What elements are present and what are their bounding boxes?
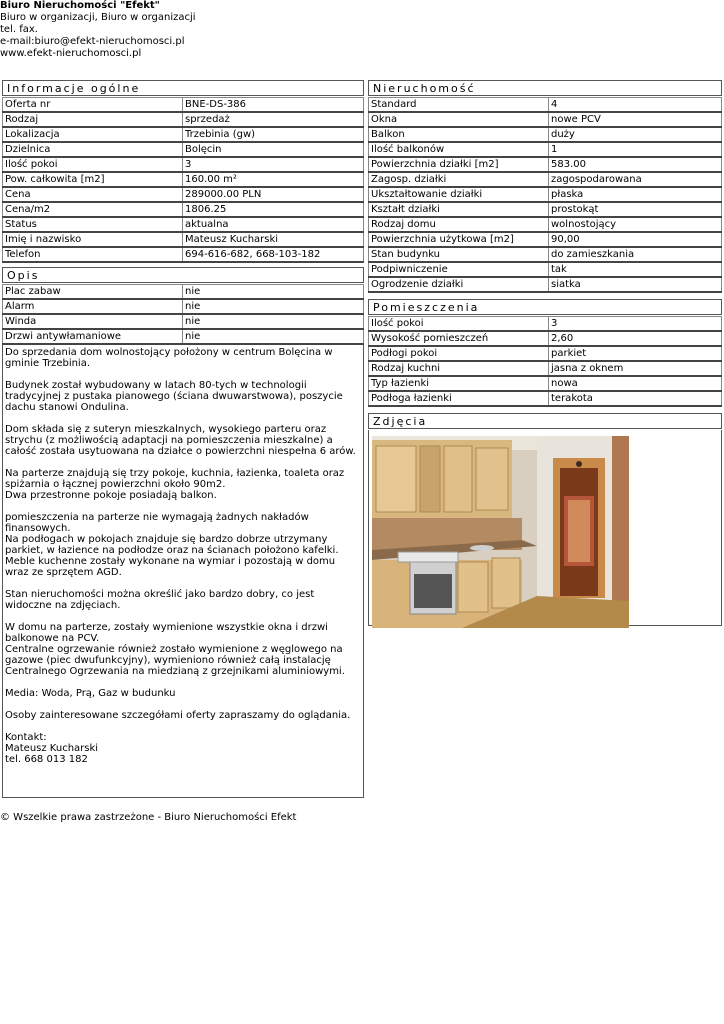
photos-box [368,430,722,626]
right-column [368,80,722,626]
field-label: Status [3,217,183,232]
field-label: Wysokość pomieszczeń [369,331,549,346]
table-row [369,331,722,346]
field-value: do zamieszkania [549,247,722,262]
field-value: jasna z oknem [549,361,722,376]
field-value: 1806.25 [183,202,364,217]
field-label: Kształt działki [369,202,549,217]
field-value: Bolęcin [183,142,364,157]
field-label: Dzielnica [3,142,183,157]
kitchen-photo[interactable] [372,436,629,628]
field-value: 4 [549,98,722,113]
left-column [2,80,364,798]
field-value: tak [549,262,722,277]
field-value: nowa [549,376,722,391]
section-rooms-title: Pomieszczenia [368,299,722,315]
table-row [369,202,722,217]
opis-features-table [2,284,364,345]
table-row [3,127,364,142]
field-label: Ilość pokoi [369,317,549,332]
field-value: duży [549,127,722,142]
table-row [369,157,722,172]
field-label: Powierzchnia użytkowa [m2] [369,232,549,247]
table-row [369,232,722,247]
field-label: Balkon [369,127,549,142]
field-label: Ilość balkonów [369,142,549,157]
table-row [369,391,722,406]
agency-header [0,0,400,60]
table-row [369,317,722,332]
table-row [369,112,722,127]
table-row [3,187,364,202]
field-value: Mateusz Kucharski [183,232,364,247]
field-value: nie [183,314,364,329]
field-label: Ogrodzenie działki [369,277,549,292]
description-paragraph: W domu na parterze, zostały wymienione wszystkie okna i drzwi balkonowe na PCV. Centralne ogrzewanie również zostało wymienione z węglowego na gazowe (piec dwufunkcyjny), wymieniono również całą instalację Centralnego Ogrzewania na miedzianą z grzejnikami aluminiowymi. [5,622,345,677]
field-label: Okna [369,112,549,127]
field-value: parkiet [549,346,722,361]
agency-phone-fax: tel. fax. [0,24,38,35]
field-label: Winda [3,314,183,329]
property-table [368,97,722,293]
field-value: 90,00 [549,232,722,247]
field-label: Rodzaj [3,112,183,127]
table-row [369,277,722,292]
field-value: 160.00 m² [183,172,364,187]
field-label: Zagosp. działki [369,172,549,187]
agency-subtitle: Biuro w organizacji, Biuro w organizacji [0,12,196,23]
table-row [3,112,364,127]
field-label: Ukształtowanie działki [369,187,549,202]
table-row [369,217,722,232]
table-row [3,142,364,157]
field-label: Oferta nr [3,98,183,113]
table-row [3,247,364,262]
section-general-title: Informacje ogólne [2,80,364,96]
field-label: Cena [3,187,183,202]
field-label: Imię i nazwisko [3,232,183,247]
field-label: Rodzaj domu [369,217,549,232]
field-value: nie [183,329,364,344]
footer-copyright: © Wszelkie prawa zastrzeżone - Biuro Nieruchomości Efekt [0,812,297,823]
table-row [3,172,364,187]
table-row [3,202,364,217]
general-table [2,97,364,263]
table-row [3,217,364,232]
field-label: Stan budynku [369,247,549,262]
table-row [369,346,722,361]
field-value: BNE-DS-386 [183,98,364,113]
field-label: Cena/m2 [3,202,183,217]
field-value: 694-616-682, 668-103-182 [183,247,364,262]
description-paragraph: Stan nieruchomości można określić jako bardzo dobry, co jest widoczne na zdjęciach. [5,589,315,611]
field-label: Powierzchnia działki [m2] [369,157,549,172]
field-label: Alarm [3,299,183,314]
field-value: wolnostojący [549,217,722,232]
field-value: zagospodarowana [549,172,722,187]
description-paragraph: Dom składa się z suteryn mieszkalnych, wysokiego parteru oraz strychu (z możliwością adaptacji na pomieszczenia mieszkalne) a całość została usytuowana na działce o powierzchni niespełna 6 arów. [5,424,356,457]
description-paragraph: Na parterze znajdują się trzy pokoje, kuchnia, łazienka, toaleta oraz spiżarnia o łącznej powierzchni około 90m2. Dwa przestronne pokoje posiadają balkon. [5,468,345,501]
field-value: 3 [549,317,722,332]
table-row [3,157,364,172]
field-label: Typ łazienki [369,376,549,391]
agency-name: Biuro Nieruchomości "Efekt" [0,0,160,11]
table-row [369,142,722,157]
field-value: siatka [549,277,722,292]
table-row [369,247,722,262]
agency-website[interactable]: www.efekt-nieruchomosci.pl [0,48,142,59]
description-paragraph: pomieszczenia na parterze nie wymagają żadnych nakładów finansowych. Na podłogach w pokojach znajduje się bardzo dobrze utrzymany parkiet, w łazience na podłodze oraz na ścianach położono kafelki. Meble kuchenne zostały wykonane na wymiar i pozostają w domu wraz ze sprzętem AGD. [5,512,339,578]
field-value: 3 [183,157,364,172]
table-row [369,98,722,113]
field-label: Podłogi pokoi [369,346,549,361]
description-paragraph: Do sprzedania dom wolnostojący położony w centrum Bolęcina w gminie Trzebinia. [5,347,333,369]
description-paragraph: Media: Woda, Prą, Gaz w budunku [5,688,176,699]
field-value: 583.00 [549,157,722,172]
field-label: Podpiwniczenie [369,262,549,277]
table-row [369,361,722,376]
rooms-table [368,316,722,407]
table-row [3,285,364,300]
field-label: Podłoga łazienki [369,391,549,406]
table-row [369,262,722,277]
field-label: Standard [369,98,549,113]
field-value: nowe PCV [549,112,722,127]
section-opis-title: Opis [2,267,364,283]
table-row [369,172,722,187]
field-label: Rodzaj kuchni [369,361,549,376]
agency-email[interactable]: e-mail:biuro@efekt-nieruchomosci.pl [0,36,185,47]
table-row [3,299,364,314]
table-row [369,127,722,142]
field-label: Drzwi antywłamaniowe [3,329,183,344]
description-paragraph: Budynek został wybudowany w latach 80-tych w technologii tradycyjnej z pustaka pianowego (ściana dwuwarstwowa), poszycie dachu stanowi Ondulina. [5,380,343,413]
field-value: 289000.00 PLN [183,187,364,202]
table-row [3,314,364,329]
field-value: Trzebinia (gw) [183,127,364,142]
field-label: Ilość pokoi [3,157,183,172]
section-photos-title: Zdjęcia [368,413,722,429]
section-property-title: Nieruchomość [368,80,722,96]
field-label: Pow. całkowita [m2] [3,172,183,187]
field-value: nie [183,285,364,300]
field-value: terakota [549,391,722,406]
table-row [3,232,364,247]
field-label: Telefon [3,247,183,262]
table-row [3,98,364,113]
table-row [3,329,364,344]
table-row [369,187,722,202]
description-text [2,345,364,798]
field-label: Lokalizacja [3,127,183,142]
field-value: 2,60 [549,331,722,346]
field-value: aktualna [183,217,364,232]
field-value: płaska [549,187,722,202]
description-paragraph: Osoby zainteresowane szczegółami oferty zapraszamy do oglądania. [5,710,351,721]
description-paragraph: Kontakt: Mateusz Kucharski tel. 668 013 182 [5,732,99,765]
field-label: Plac zabaw [3,285,183,300]
field-value: sprzedaż [183,112,364,127]
field-value: prostokąt [549,202,722,217]
table-row [369,376,722,391]
field-value: 1 [549,142,722,157]
field-value: nie [183,299,364,314]
